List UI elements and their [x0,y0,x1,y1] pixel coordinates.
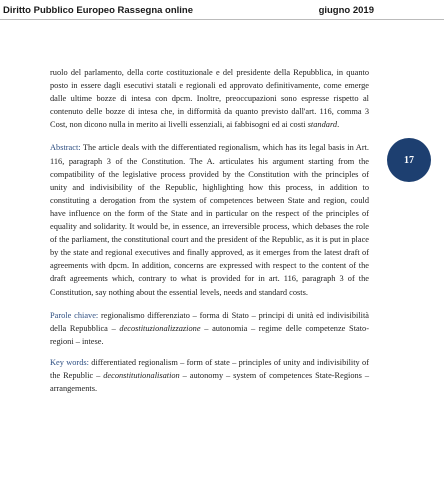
parole-chiave-paragraph [50,309,369,348]
key-words-before: differentiated regionalism – form of state – principles of unity and indivisibility of the Republic – [50,357,369,380]
key-words-italic: deconstitutionalisation [103,370,180,380]
abstract-paragraph [50,141,369,298]
body-paragraph [50,66,369,131]
page-header [0,0,444,20]
parole-chiave-label: Parole chiave: [50,310,99,320]
parole-chiave-after: – autonomia – regime delle competenze Stato-regioni – intese. [50,323,369,346]
issue-date: giugno 2019 [318,5,374,16]
abstract-label: Abstract: [50,143,81,153]
body-end: . [337,120,340,130]
journal-title: Diritto Pubblico Europeo Rassegna online [3,5,194,16]
body-text: ruolo del parlamento, della corte costituzionale e del presidente della Repubblica, in quanto posto in essere dagli esecutivi statali e regionali ed approvato definitivamente, come emerge dalle ultime bozze di intesa con dpcm. Inoltre, preoccupazioni sono espresse rispetto al contenuto delle bozze di intesa che, in difformità da quanto previsto dall'art. 116, comma 3 Cost, non dicono nulla in merito ai livelli essenziali, ai fabbisogni ed ai costi [50,68,369,130]
parole-chiave-italic: decostituzionalizzazione [119,323,201,333]
abstract-text: The article deals with the differentiated regionalism, which has its legal basis in Art. 116, paragraph 3 of the Constitution. The A. articulates his argument starting from the compatibility of the legislative process provided by the Constitution with the principles of unity and indivisibility of the Republic, highlighting how this process, in addition to constituting a derogation from the system of competences between State and region, could have influence on the form of the State and in particular on the respect of the principles of equality and solidarity. It would be, in essence, an irreversible process, which debases the role of the parliament, the constitutional court and the president of the Republic, as it is put in place by the state and regional executives and finally approved, as it emerges from the latest draft of agreements with dpcm. In addition, concerns are expressed with respect to the content of the draft agreements which, contrary to what is provided for in art. 116, paragraph 3 of the Constitution, say nothing about the essential levels, needs and standard costs. [50,143,369,297]
key-words-after: – autonomy – system of competences State-Regions – arrangements. [50,370,369,394]
page-number-badge: 17 [387,138,431,182]
parole-chiave-before: regionalismo differenziato – forma di Stato – principi di unità ed indivisibilità della Repubblica – [50,310,369,333]
key-words-paragraph [50,356,369,395]
body-italic: standard [307,120,338,130]
key-words-label: Key words: [50,357,89,367]
page-body [50,66,369,395]
